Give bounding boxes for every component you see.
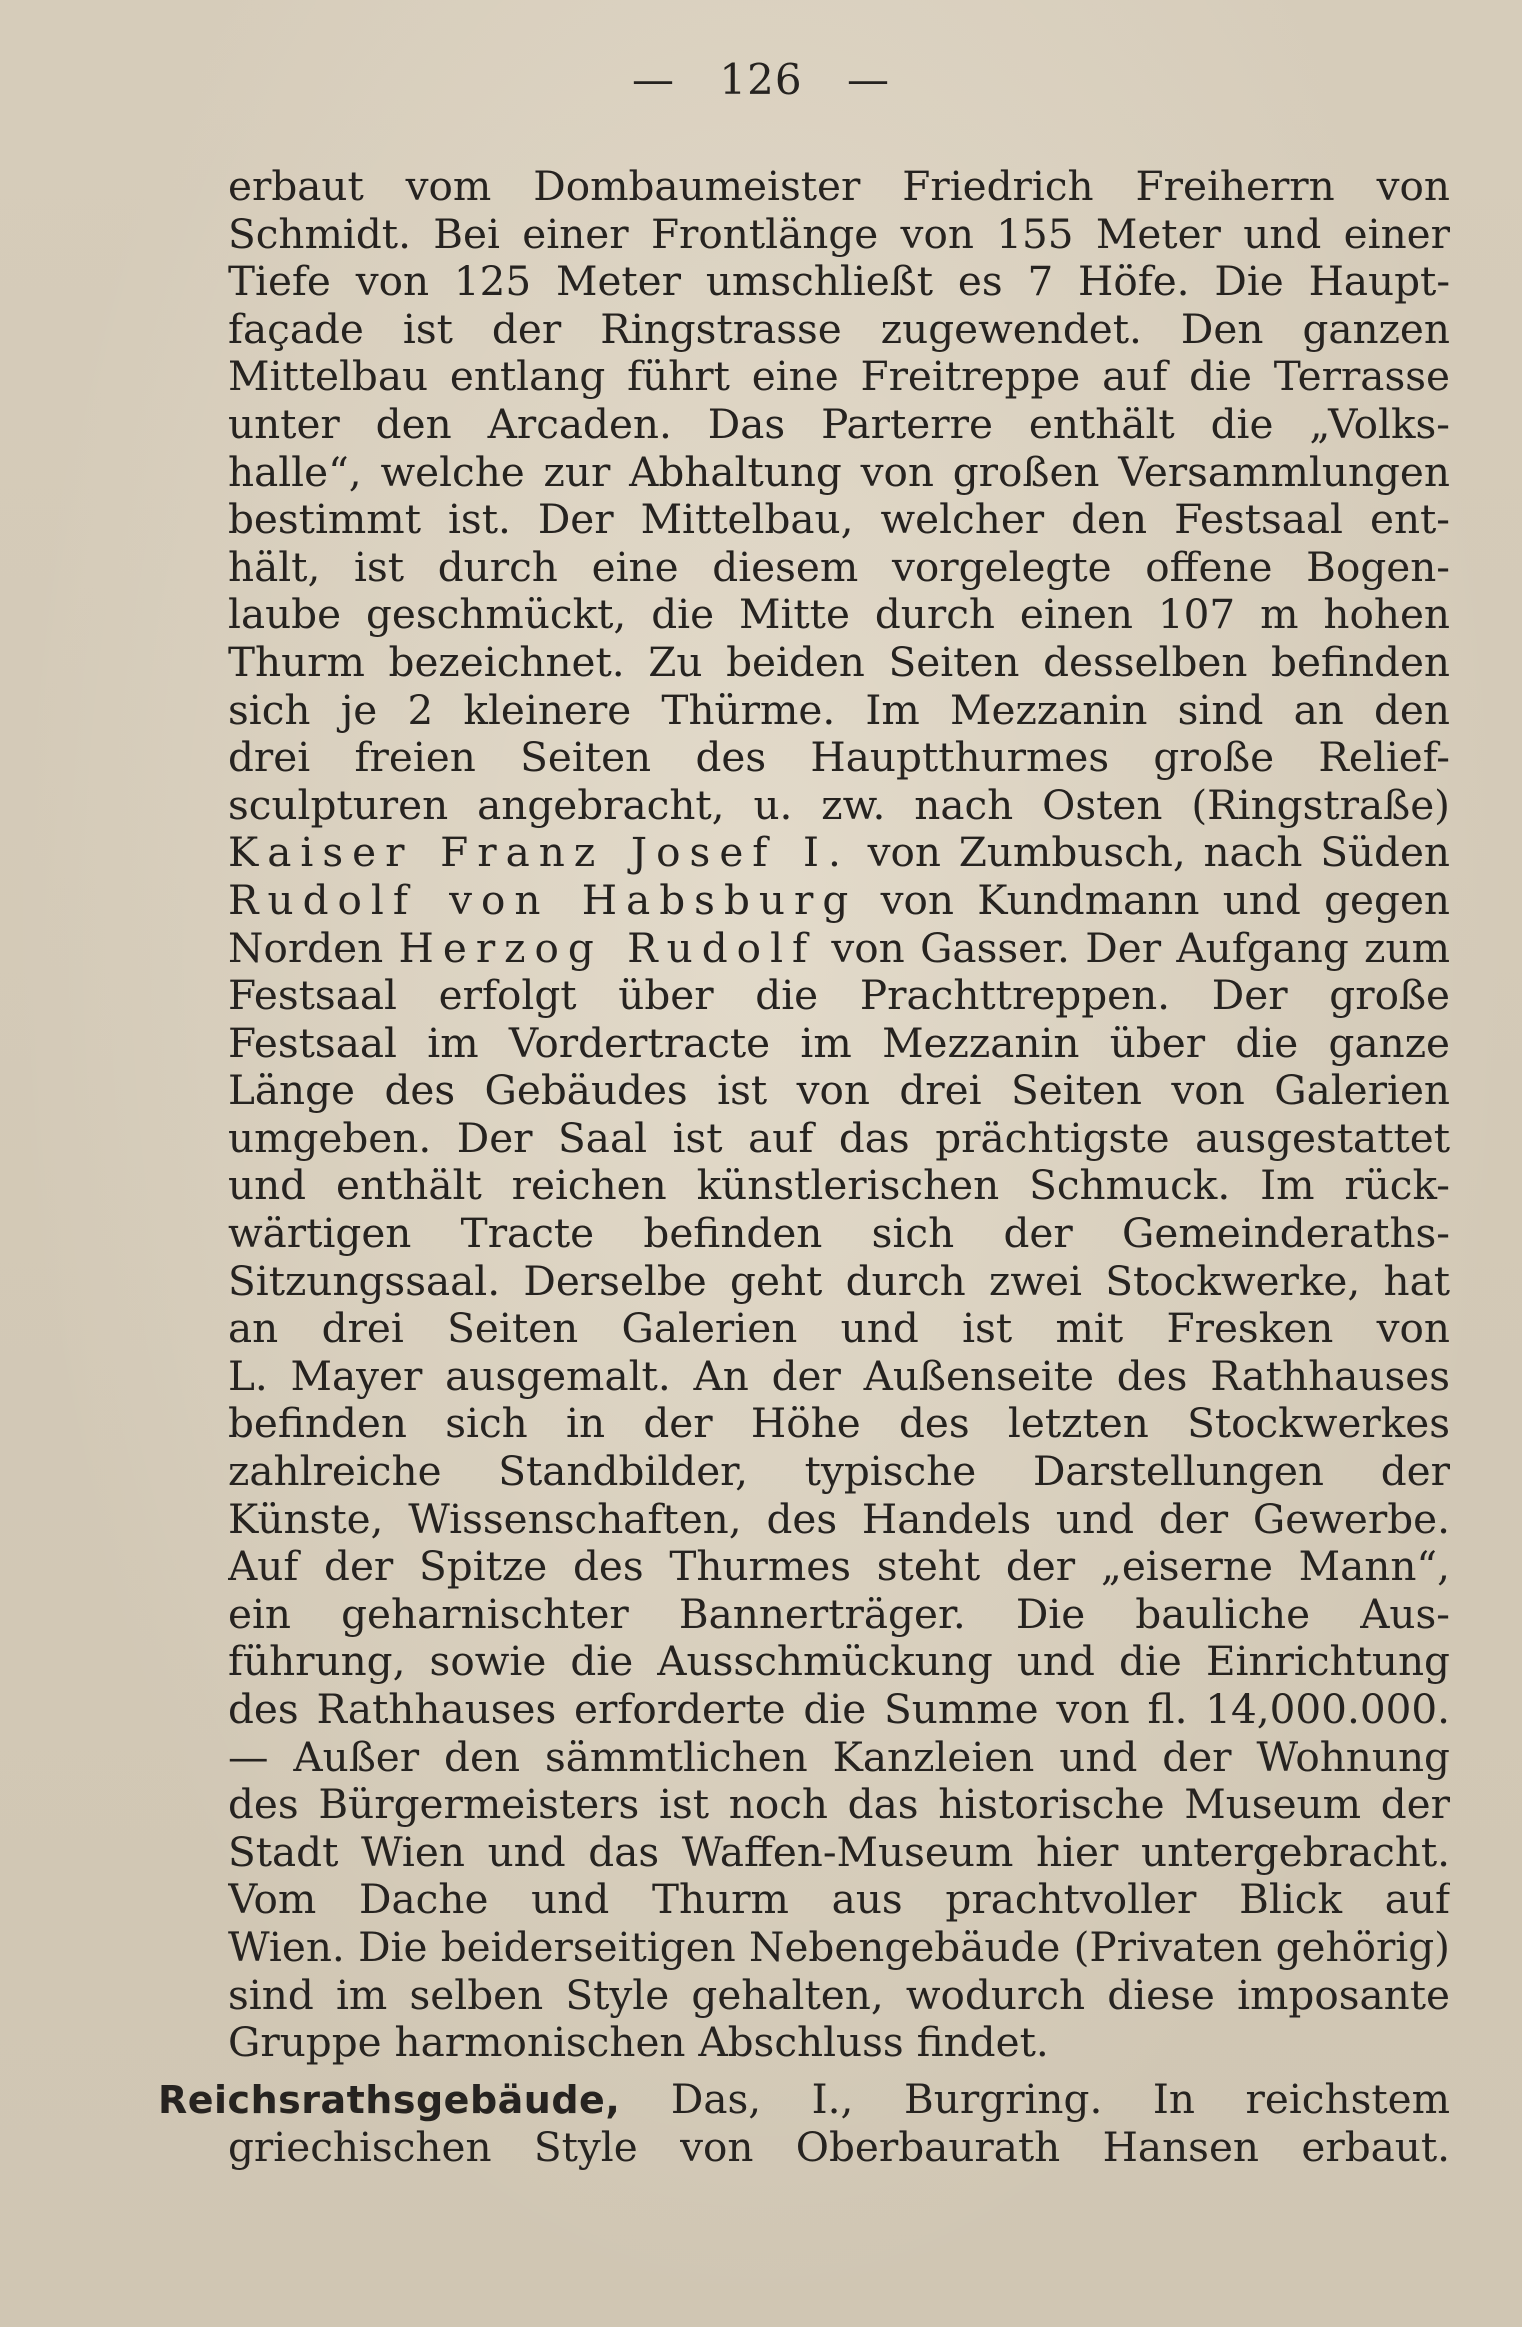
- text-fragment: von Gasser. Der Aufgang zum: [831, 924, 1450, 972]
- text-line: L. Mayer ausgemalt. An der Außenseite des Rathhauses: [228, 1352, 1450, 1400]
- text-line: sind im selben Style gehalten, wodurch diese imposante: [228, 1971, 1450, 2019]
- text-line: des Rathhauses erforderte die Summe von fl. 14,000.000.: [228, 1686, 1450, 1733]
- text-line: Festsaal im Vordertracte im Mezzanin über die ganze: [228, 1019, 1450, 1067]
- text-line: Länge des Gebäudes ist von drei Seiten von Galerien: [228, 1067, 1450, 1115]
- text-fragment: von Zumbusch, nach Süden: [867, 829, 1450, 877]
- text-line: befinden sich in der Höhe des letzten Stockwerkes: [228, 1400, 1450, 1448]
- text-line: ein geharnischter Bannerträger. Die bauliche Aus-: [228, 1590, 1450, 1638]
- text-fragment: von Kundmann und gegen: [880, 876, 1450, 924]
- text-line: façade ist der Ringstrasse zugewendet. Den ganzen: [228, 305, 1450, 353]
- entry-reichsrathsgebaeude: [158, 2076, 1450, 2171]
- text-line: zahlreiche Standbilder, typische Darstellungen der: [228, 1448, 1450, 1496]
- text-line: und enthält reichen künstlerischen Schmuck. Im rück-: [228, 1162, 1450, 1210]
- entry-line: [158, 2076, 1450, 2124]
- text-line: des Bürgermeisters ist noch das historische Museum der: [228, 1781, 1450, 1829]
- text-line: Sitzungssaal. Derselbe geht durch zwei Stockwerke, hat: [228, 1257, 1450, 1305]
- paragraph-rathhaus: [228, 163, 1450, 2067]
- text-line: Schmidt. Bei einer Frontlänge von 155 Meter und einer: [228, 210, 1450, 258]
- text-line: umgeben. Der Saal ist auf das prächtigste ausgestattet: [228, 1114, 1450, 1162]
- text-line: Tiefe von 125 Meter umschließt es 7 Höfe. Die Haupt-: [228, 258, 1450, 306]
- text-line: Wien. Die beiderseitigen Nebengebäude (Privaten gehörig): [228, 1923, 1450, 1971]
- page-header: [0, 52, 1522, 108]
- text-line: hält, ist durch eine diesem vorgelegte offene Bogen-: [228, 543, 1450, 591]
- text-line: sich je 2 kleinere Thürme. Im Mezzanin sind an den: [228, 686, 1450, 734]
- text-line: sculpturen angebracht, u. zw. nach Osten (Ringstraße): [228, 781, 1450, 829]
- text-line: Auf der Spitze des Thurmes steht der „eiserne Mann“,: [228, 1543, 1450, 1591]
- text-line: — Außer den sämmtlichen Kanzleien und der Wohnung: [228, 1733, 1450, 1781]
- text-fragment: Norden: [228, 924, 384, 972]
- text-line: Gruppe harmonischen Abschluss findet.: [228, 2019, 1049, 2067]
- text-line: Künste, Wissenschaften, des Handels und der Gewerbe.: [228, 1495, 1450, 1543]
- text-line: bestimmt ist. Der Mittelbau, welcher den Festsaal ent-: [228, 496, 1450, 544]
- text-line: [228, 925, 1450, 973]
- spaced-name-rudolf: Rudolf von Habsburg: [228, 876, 858, 924]
- text-line: Festsaal erfolgt über die Prachttreppen. Der große: [228, 972, 1450, 1020]
- text-line: Thurm bezeichnet. Zu beiden Seiten desselben befinden: [228, 638, 1450, 686]
- text-line: [228, 829, 1450, 877]
- text-line: an drei Seiten Galerien und ist mit Fresken von: [228, 1305, 1450, 1353]
- text-fragment: Das, I., Burgring. In reichstem: [670, 2076, 1450, 2123]
- text-line: Stadt Wien und das Waffen-Museum hier untergebracht.: [228, 1828, 1450, 1876]
- header-dash-right: —: [846, 55, 890, 104]
- text-line: laube geschmückt, die Mitte durch einen 107 m hohen: [228, 591, 1450, 639]
- text-line: erbaut vom Dombaumeister Friedrich Freiherrn von: [228, 163, 1450, 210]
- text-line: wärtigen Tracte befinden sich der Gemeinderaths-: [228, 1210, 1450, 1258]
- spaced-name-kaiser: Kaiser Franz Josef I.: [228, 829, 850, 877]
- text-line: Mittelbau entlang führt eine Freitreppe auf die Terrasse: [228, 353, 1450, 401]
- header-dash-left: —: [632, 55, 676, 104]
- spaced-name-herzog: Herzog Rudolf: [398, 924, 817, 972]
- text-line: [228, 877, 1450, 925]
- text-line: drei freien Seiten des Hauptthurmes große Relief-: [228, 734, 1450, 782]
- text-line: halle“, welche zur Abhaltung von großen Versammlungen: [228, 448, 1450, 496]
- text-line: führung, sowie die Ausschmückung und die Einrichtung: [228, 1638, 1450, 1686]
- entry-line: griechischen Style von Oberbaurath Hansen erbaut.: [228, 2123, 1450, 2171]
- text-line: unter den Arcaden. Das Parterre enthält die „Volks-: [228, 400, 1450, 448]
- text-line: Vom Dache und Thurm aus prachtvoller Blick auf: [228, 1876, 1450, 1924]
- page-number: 126: [719, 55, 803, 104]
- entry-headword: Reichsrathsgebäude,: [158, 2078, 621, 2122]
